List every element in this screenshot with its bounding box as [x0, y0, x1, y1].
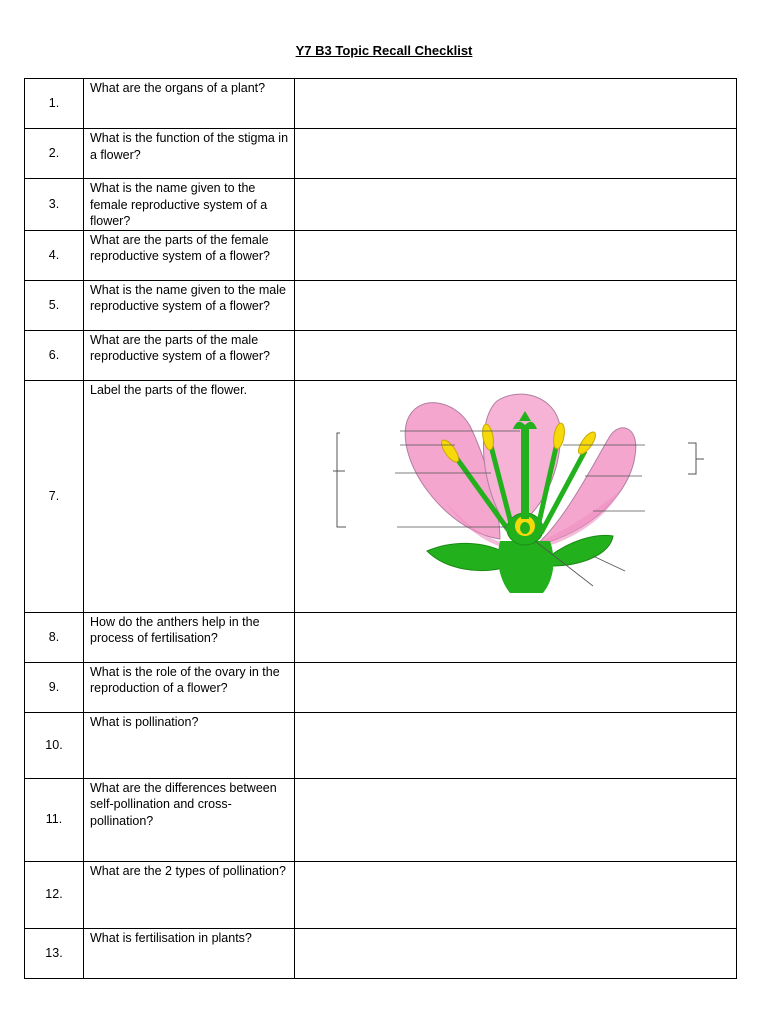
row-number: 7.: [25, 380, 84, 612]
ovule-core: [520, 522, 530, 534]
row-number: 6.: [25, 330, 84, 380]
checklist-table: [24, 78, 737, 979]
answer-cell[interactable]: [295, 79, 737, 129]
label-line: [593, 556, 625, 571]
question-cell: What is pollination?: [84, 712, 295, 778]
answer-cell[interactable]: [295, 129, 737, 179]
answer-cell[interactable]: [295, 861, 737, 928]
answer-cell[interactable]: [295, 712, 737, 778]
flower-diagram: [295, 381, 747, 609]
table-row: [25, 79, 737, 129]
table-row: [25, 230, 737, 280]
table-row: [25, 330, 737, 380]
question-cell: What is the name given to the female reproductive system of a flower?: [84, 179, 295, 231]
row-number: 3.: [25, 179, 84, 231]
row-number: 9.: [25, 662, 84, 712]
table-row: [25, 928, 737, 978]
table-row: [25, 380, 737, 612]
row-number: 2.: [25, 129, 84, 179]
flower-diagram-cell: [295, 380, 737, 612]
row-number: 11.: [25, 778, 84, 861]
question-cell: What are the parts of the male reproductive system of a flower?: [84, 330, 295, 380]
question-cell: What is the role of the ovary in the reproduction of a flower?: [84, 662, 295, 712]
table-row: [25, 778, 737, 861]
bracket-right: [688, 443, 696, 474]
question-cell: Label the parts of the flower.: [84, 380, 295, 612]
table-row: [25, 179, 737, 231]
answer-cell[interactable]: [295, 928, 737, 978]
answer-cell[interactable]: [295, 662, 737, 712]
question-cell: What are the organs of a plant?: [84, 79, 295, 129]
bracket-left: [337, 433, 346, 527]
row-number: 5.: [25, 280, 84, 330]
style: [521, 429, 529, 519]
table-row: [25, 662, 737, 712]
table-row: [25, 712, 737, 778]
sepal-left: [427, 543, 510, 570]
question-cell: What are the differences between self-pollination and cross-pollination?: [84, 778, 295, 861]
question-cell: What is the name given to the male reproductive system of a flower?: [84, 280, 295, 330]
table-row: [25, 280, 737, 330]
answer-cell[interactable]: [295, 778, 737, 861]
table-row: [25, 861, 737, 928]
question-cell: How do the anthers help in the process of fertilisation?: [84, 612, 295, 662]
row-number: 12.: [25, 861, 84, 928]
table-row: [25, 129, 737, 179]
answer-cell[interactable]: [295, 230, 737, 280]
question-cell: What are the parts of the female reproductive system of a flower?: [84, 230, 295, 280]
answer-cell[interactable]: [295, 280, 737, 330]
answer-cell[interactable]: [295, 179, 737, 231]
row-number: 4.: [25, 230, 84, 280]
row-number: 8.: [25, 612, 84, 662]
page-title: Y7 B3 Topic Recall Checklist: [295, 43, 473, 58]
table-row: [25, 612, 737, 662]
row-number: 13.: [25, 928, 84, 978]
answer-cell[interactable]: [295, 612, 737, 662]
row-number: 10.: [25, 712, 84, 778]
question-cell: What is the function of the stigma in a flower?: [84, 129, 295, 179]
answer-cell[interactable]: [295, 330, 737, 380]
row-number: 1.: [25, 79, 84, 129]
question-cell: What are the 2 types of pollination?: [84, 861, 295, 928]
question-cell: What is fertilisation in plants?: [84, 928, 295, 978]
